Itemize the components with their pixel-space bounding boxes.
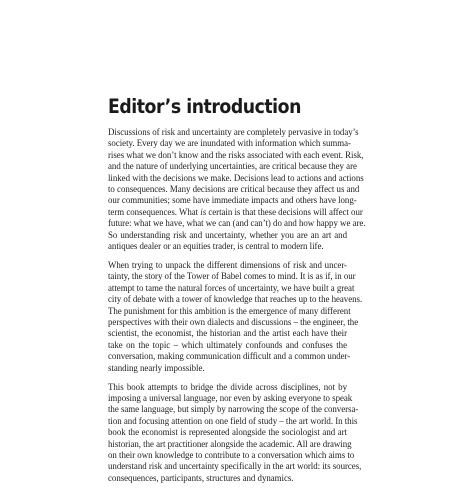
text-line: This book attempts to bridge the divide across disciplines, not by (108, 381, 347, 392)
text-line: standing nearly impossible. (108, 362, 205, 373)
text-line: When trying to unpack the different dimensions of risk and uncer- (108, 259, 347, 270)
text-line: The punishment for this ambition is the emergence of many different (108, 305, 351, 316)
text-line: society. Every day we are inundated with information which summa- (108, 138, 351, 149)
text-line: rises what we don’t know and the risks associated with each event. Risk, (108, 149, 364, 160)
text-line: tainty, the story of the Tower of Babel comes to mind. It is as if, in our (108, 271, 356, 282)
text-line: book the economist is represented alongside the sociologist and art (108, 427, 347, 438)
paragraph-1 (108, 127, 366, 252)
text-line: attempt to tame the natural forces of uncertainty, we have built a great (108, 282, 355, 293)
text-line: Discussions of risk and uncertainty are completely pervasive in today’s (108, 127, 359, 137)
text-line: city of debate with a tower of knowledge that reaches up to the heavens. (108, 294, 363, 305)
text-line: historian, the art practitioner alongside the academic. All are drawing (108, 438, 352, 449)
paragraph-2 (108, 259, 363, 374)
text-line: tion and focusing attention on one field of study – the art world. In this (108, 415, 358, 426)
text-line: the same language, but simply by narrowing the scope of the conversa- (108, 404, 359, 415)
text-line: understand risk and uncertainty specifically in the art world: its sources, (108, 461, 362, 472)
text-line: antiques dealer or an equities trader, is central to modern life. (108, 241, 324, 252)
text-line: conversation, making communication difficult and a common under- (108, 351, 351, 362)
text-line: take on the topic – which ultimately confounds and confuses the (108, 339, 347, 350)
text-line: our communities; some have immediate impacts and others have long- (108, 195, 357, 206)
chapter-title: Editor’s introduction (108, 95, 301, 118)
paragraph-3 (108, 381, 362, 485)
text-line: future: what we have, what we can (and can’t) do and how happy we are. (108, 218, 366, 229)
text-line: to consequences. Many decisions are critical because they affect us and (108, 184, 360, 195)
text-line: imposing a universal language, nor even by asking everyone to speak (108, 392, 353, 403)
text-line: So understanding risk and uncertainty, whether you are an art and (108, 229, 347, 240)
text-line: scientist, the economist, the historian and the artist each have their (108, 328, 347, 339)
text-line: on their own knowledge to contribute to a conversation which aims to (108, 449, 355, 460)
text-line: perspectives with their own dialects and discussions – the engineer, the (108, 317, 359, 327)
chapter-body (108, 127, 366, 492)
text-line: term consequences. What is certain is that these decisions will affect our (108, 206, 363, 217)
text-line: consequences, participants, structures and dynamics. (108, 472, 294, 483)
text-line: and the nature of underlying uncertainties, are critical because they are (108, 161, 357, 172)
text-line: linked with the decisions we make. Decisions lead to actions and actions (108, 172, 364, 183)
